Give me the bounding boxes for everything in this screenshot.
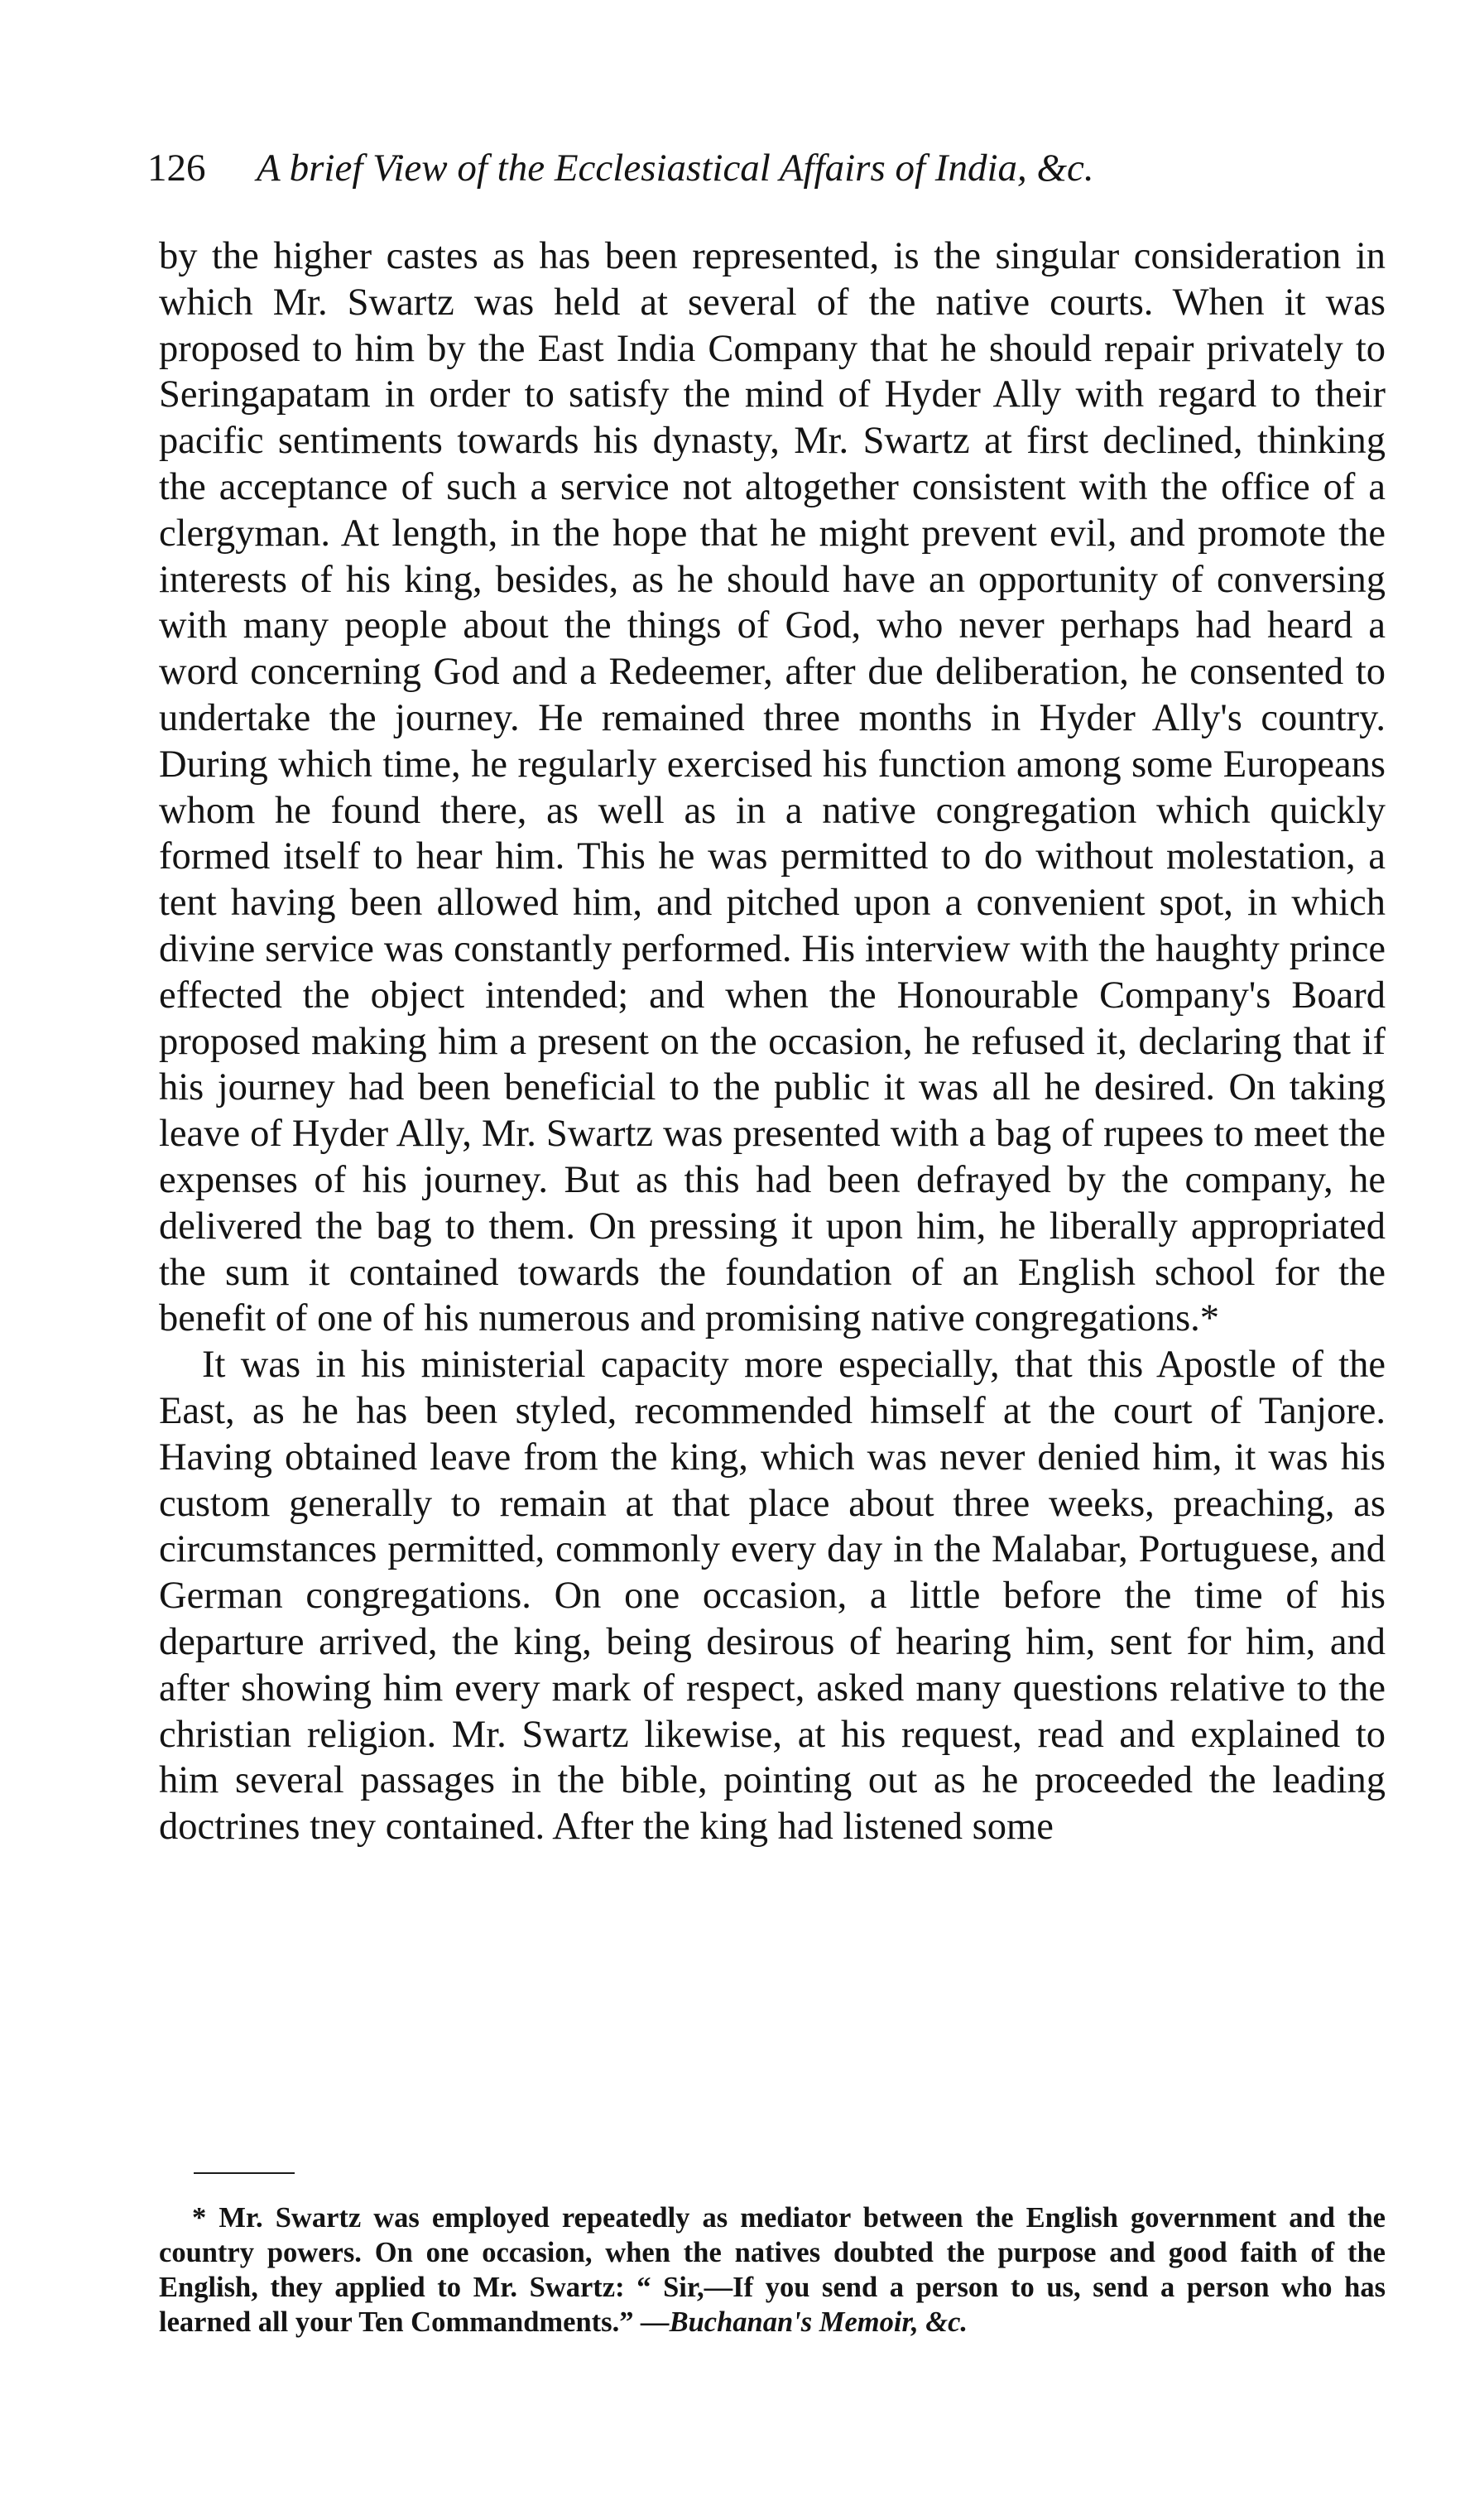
body-text — [159, 233, 1386, 1850]
footnote-paragraph — [159, 2200, 1386, 2340]
footnote-source: —Buchanan's Memoir, &c. — [641, 2306, 968, 2338]
running-head: A brief View of the Ecclesiastical Affairs of India, &c. — [257, 147, 1094, 190]
footnote — [159, 2200, 1386, 2340]
page-number: 126 — [147, 147, 206, 190]
footnote-divider — [194, 2172, 295, 2174]
page-header — [147, 139, 1389, 197]
footnote-text: * Mr. Swartz was employed repeatedly as mediator between the English government and the country powers. On one occasion, when the natives doubted the purpose and good faith of the English, they applied to Mr. Swartz: “ Sir,—If you send a person to us, send a person who has learned all your Ten Commandments.” — [159, 2202, 1386, 2338]
paragraph-continued: by the higher castes as has been represented, is the singular consideration in which Mr. Swartz was held at several of the native courts. When it was proposed to him by the East India Company that he should repair privately to Seringapatam in order to satisfy the mind of Hyder Ally with regard to their pacific sentiments towards his dynasty, Mr. Swartz at first declined, thinking the acceptance of such a service not altogether consistent with the office of a clergyman. At length, in the hope that he might prevent evil, and promote the interests of his king, besides, as he should have an opportunity of conversing with many people about the things of God, who never perhaps had heard a word concerning God and a Redeemer, after due deliberation, he consented to undertake the journey. He remained three months in Hyder Ally's country. During which time, he regularly exercised his function among some Europeans whom he found there, as well as in a native congregation which quickly formed itself to hear him. This he was permitted to do without molestation, a tent having been allowed him, and pitched upon a convenient spot, in which divine service was constantly performed. His interview with the haughty prince effected the object intended; and when the Honourable Company's Board proposed making him a present on the occasion, he refused it, declaring that if his journey had been beneficial to the public it was all he desired. On taking leave of Hyder Ally, Mr. Swartz was presented with a bag of rupees to meet the expenses of his journey. But as this had been defrayed by the company, he delivered the bag to them. On pressing it upon him, he liberally appropriated the sum it contained towards the foundation of an English school for the benefit of one of his numerous and promising native congregations.* — [159, 235, 1386, 1340]
paragraph: It was in his ministerial capacity more especially, that this Apostle of the East, as he has been styled, recommended himself at the court of Tanjore. Having obtained leave from the king, which was never denied him, it was his custom generally to remain at that place about three weeks, preaching, as circumstances permitted, commonly every day in the Malabar, Portuguese, and German congregations. On one occasion, a little before the time of his departure arrived, the king, being desirous of hearing him, sent for him, and after showing him every mark of respect, asked many questions relative to the christian religion. Mr. Swartz likewise, at his request, read and explained to him several passages in the bible, pointing out as he proceeded the leading doctrines tney contained. After the king had listened some — [159, 1344, 1386, 1849]
